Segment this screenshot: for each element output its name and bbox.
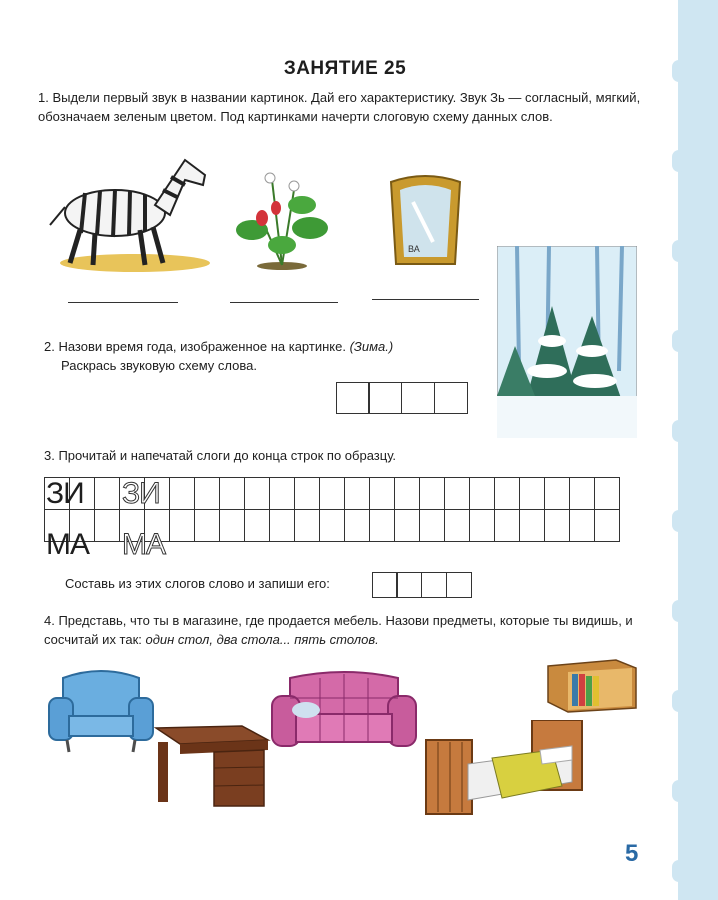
sound-box[interactable] bbox=[368, 382, 402, 414]
zebra-picture bbox=[45, 145, 210, 275]
letter-box[interactable] bbox=[372, 572, 398, 598]
desk-picture bbox=[152, 722, 272, 808]
compose-word-text: Составь из этих слогов слово и запиши его: bbox=[65, 576, 330, 591]
sound-box[interactable] bbox=[336, 382, 370, 414]
mirror-picture bbox=[383, 172, 468, 272]
compose-word-boxes bbox=[373, 572, 472, 598]
sofa-picture bbox=[270, 670, 418, 758]
task-2-subtext: Раскрась звуковую схему слова. bbox=[61, 358, 257, 373]
mirror-label: ВА bbox=[408, 244, 420, 254]
syllable-line-1[interactable] bbox=[68, 302, 178, 303]
letter-box[interactable] bbox=[396, 572, 422, 598]
task-4-example: один стол, два стола... пять столов. bbox=[145, 632, 379, 647]
armchair-picture bbox=[45, 668, 157, 754]
task-4-question: 4. Представь, что ты в магазине, где продается мебель. Назови предметы, которые ты видишь, и сосчитай их так: bbox=[44, 613, 633, 647]
task-2-question: 2. Назови время года, изображенное на картинке. bbox=[44, 339, 346, 354]
strawberry-plant-picture bbox=[232, 160, 332, 272]
dotted-syllable-zi: ЗИ bbox=[122, 477, 160, 510]
bed-picture bbox=[422, 720, 592, 816]
letter-box[interactable] bbox=[421, 572, 447, 598]
dotted-syllable-ma: МА bbox=[122, 528, 165, 561]
task-4-text bbox=[44, 611, 644, 649]
task-1-text: 1. Выдели первый звук в названии картинок. Дай его характеристику. Звук Зь — согласный, мягкий, обозначаем зеленым цветом. Под картинками начерти слоговую схему данных слов. bbox=[38, 90, 641, 124]
page-number: 5 bbox=[625, 840, 639, 867]
letter-box[interactable] bbox=[446, 572, 472, 598]
syllable-line-3[interactable] bbox=[372, 299, 479, 300]
lesson-title: ЗАНЯТИЕ 25 bbox=[283, 58, 407, 79]
bookshelf-picture bbox=[546, 656, 638, 714]
task-2-text bbox=[44, 337, 454, 375]
sample-syllable-zi: ЗИ bbox=[46, 477, 84, 510]
sound-box[interactable] bbox=[401, 382, 435, 414]
page-edge-decoration bbox=[678, 0, 718, 900]
task-2-answer: (Зима.) bbox=[349, 339, 394, 354]
sample-syllable-ma: МА bbox=[46, 528, 89, 561]
syllable-line-2[interactable] bbox=[230, 302, 338, 303]
sound-scheme-boxes bbox=[337, 382, 468, 414]
sound-box[interactable] bbox=[434, 382, 468, 414]
winter-forest-picture bbox=[497, 246, 637, 438]
task-3-text: 3. Прочитай и напечатай слоги до конца строк по образцу. bbox=[44, 448, 397, 463]
